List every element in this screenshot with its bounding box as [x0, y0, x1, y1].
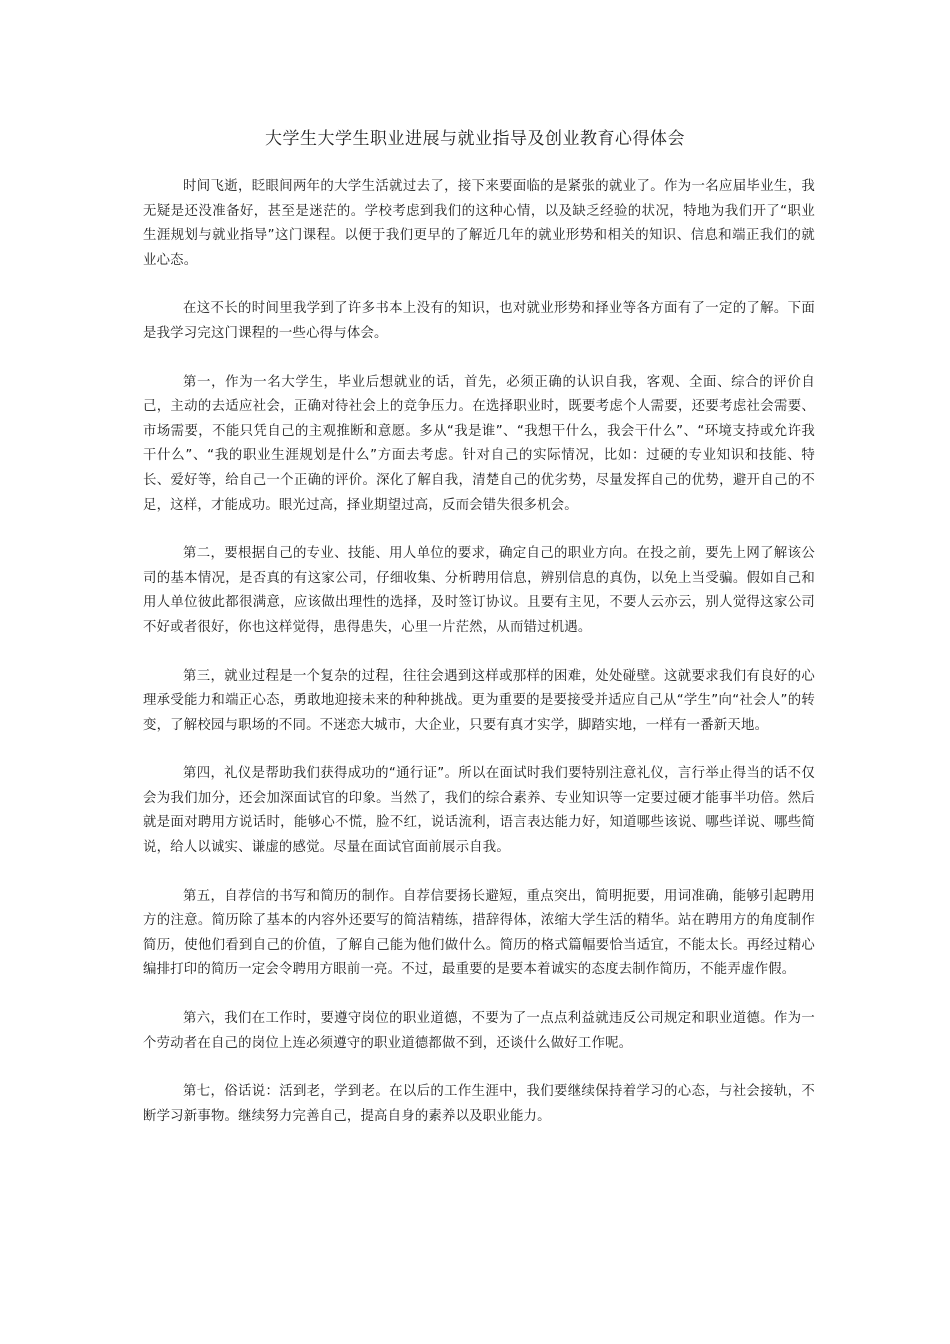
paragraph-point-4: 第四，礼仪是帮助我们获得成功的“通行证”。所以在面试时我们要特别注意礼仪，言行举止得当的话不仅会为我们加分，还会加深面试官的印象。当然了，我们的综合素养、专业知识等一定要过硬才能事半功倍。然后就是面对聘用方说话时，能够心不慌，脸不红，说话流利，语言表达能力好，知道哪些该说、哪些详说、哪些简说，给人以诚实、谦虚的感觉。尽量在面试官面前展示自我。 — [143, 766, 815, 856]
document-body — [143, 175, 815, 1153]
paragraph-point-5: 第五，自荐信的书写和简历的制作。自荐信要扬长避短，重点突出，简明扼要，用词准确，能够引起聘用方的注意。简历除了基本的内容外还要写的简洁精练，措辞得体，浓缩大学生活的精华。站在聘用方的角度制作简历，使他们看到自己的价值，了解自己能为他们做什么。简历的格式篇幅要恰当适宜，不能太长。再经过精心编排打印的简历一定会令聘用方眼前一亮。不过，最重要的是要本着诚实的态度去制作简历，不能弄虚作假。 — [143, 888, 815, 978]
paragraph-point-7: 第七，俗话说：活到老，学到老。在以后的工作生涯中，我们要继续保持着学习的心态，与社会接轨，不断学习新事物。继续努力完善自己，提高自身的素养以及职业能力。 — [143, 1084, 815, 1124]
document-title: 大学生大学生职业进展与就业指导及创业教育心得体会 — [265, 129, 685, 149]
paragraph-summary: 在这不长的时间里我学到了许多书本上没有的知识，也对就业形势和择业等各方面有了一定的了解。下面是我学习完这门课程的一些心得与体会。 — [143, 301, 815, 341]
paragraph-point-1: 第一，作为一名大学生，毕业后想就业的话，首先，必须正确的认识自我，客观、全面、综合的评价自己，主动的去适应社会，正确对待社会上的竞争压力。在选择职业时，既要考虑个人需要，还要考虑社会需要、市场需要，不能只凭自己的主观推断和意愿。多从“我是谁”、“我想干什么，我会干什么”、“环境支持或允许我干什么”、“我的职业生涯规划是什么”方面去考虑。针对自己的实际情况，比如：过硬的专业知识和技能、特长、爱好等，给自己一个正确的评价。深化了解自我，清楚自己的优劣势，尽量发挥自己的优势，避开自己的不足，这样，才能成功。眼光过高，择业期望过高，反而会错失很多机会。 — [143, 374, 815, 513]
paragraph-intro: 时间飞逝，眨眼间两年的大学生活就过去了，接下来要面临的是紧张的就业了。作为一名应届毕业生，我无疑是还没准备好，甚至是迷茫的。学校考虑到我们的这种心情，以及缺乏经验的状况，特地为我们开了“职业生涯规划与就业指导”这门课程。以便于我们更早的了解近几年的就业形势和相关的知识、信息和端正我们的就业心态。 — [143, 179, 815, 268]
paragraph-point-6: 第六，我们在工作时，要遵守岗位的职业道德，不要为了一点点利益就违反公司规定和职业道德。作为一个劳动者在自己的岗位上连必须遵守的职业道德都做不到，还谈什么做好工作呢。 — [143, 1011, 815, 1051]
paragraph-point-3: 第三，就业过程是一个复杂的过程，往往会遇到这样或那样的困难，处处碰壁。这就要求我们有良好的心理承受能力和端正心态，勇敢地迎接未来的种种挑战。更为重要的是要接受并适应自己从“学生”向“社会人”的转变，了解校园与职场的不同。不迷恋大城市，大企业，只要有真才实学，脚踏实地，一样有一番新天地。 — [143, 668, 815, 733]
paragraph-point-2: 第二，要根据自己的专业、技能、用人单位的要求，确定自己的职业方向。在投之前，要先上网了解该公司的基本情况，是否真的有这家公司，仔细收集、分析聘用信息，辨别信息的真伪，以免上当受骗。假如自己和用人单位彼此都很满意，应该做出理性的选择，及时签订协议。且要有主见，不要人云亦云，别人觉得这家公司不好或者很好，你也这样觉得，患得患失，心里一片茫然，从而错过机遇。 — [143, 546, 815, 635]
